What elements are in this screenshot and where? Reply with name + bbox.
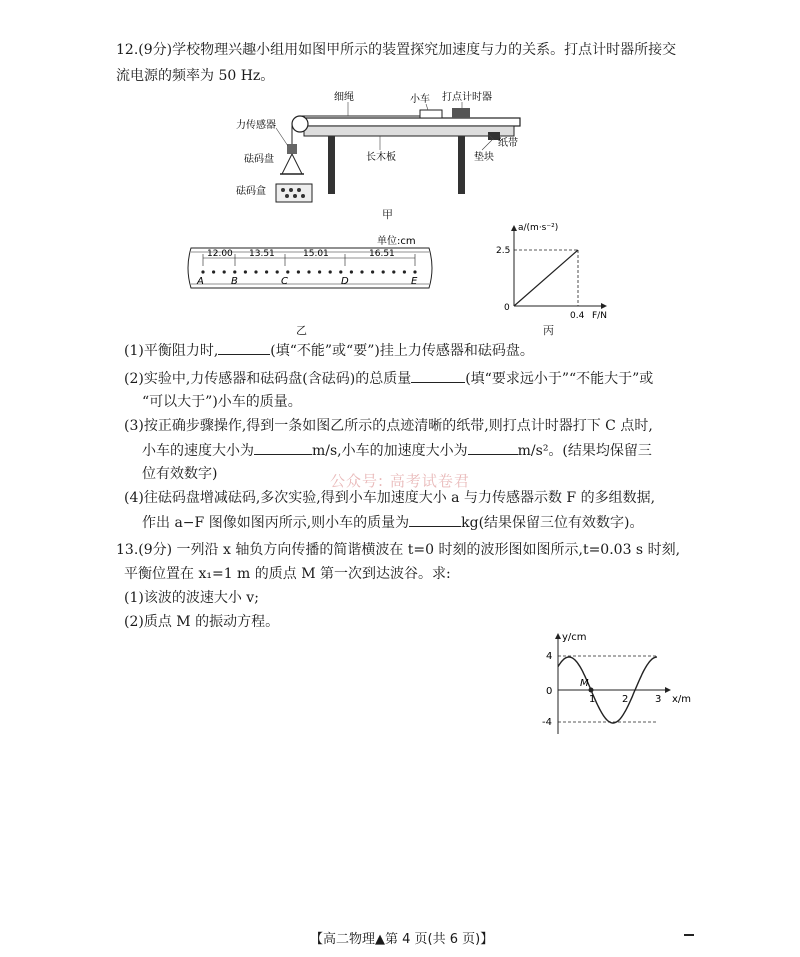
- wave-x-tick-3: 3: [655, 694, 662, 705]
- wave-y-tick-bottom: -4: [542, 717, 552, 728]
- tape-dot: [318, 270, 321, 273]
- point-D: D: [341, 276, 349, 287]
- q12-sub2a: (2)实验中,力传感器和砝码盘(含砝码)的总质量 (填“要求远小于”“不能大于”或: [124, 368, 653, 389]
- point-B: B: [231, 276, 238, 287]
- tape-dot: [339, 270, 342, 273]
- a-axis-label: a/(m·s⁻²): [518, 223, 559, 233]
- wave-x-label: x/m: [672, 694, 692, 705]
- label-timer: 打点计时器: [442, 92, 492, 103]
- wave-y-label: y/cm: [562, 632, 587, 643]
- wave-point-M: M: [580, 678, 589, 689]
- F-axis-label: F/N: [592, 311, 607, 321]
- tape-dot: [382, 270, 385, 273]
- apparatus-figure: [230, 88, 530, 218]
- wave-graph: [530, 628, 710, 740]
- point-E: E: [411, 276, 418, 287]
- tape-dot: [413, 270, 416, 273]
- answer-blank-3[interactable]: [254, 440, 312, 455]
- corner-mark: [684, 934, 694, 936]
- point-C: C: [281, 276, 288, 287]
- q12-line1: 12.(9分)学校物理兴趣小组用如图甲所示的装置探究加速度与力的关系。打点计时器所接交: [116, 42, 677, 58]
- a-tick: 2.5: [496, 246, 511, 256]
- tape-dot: [392, 270, 395, 273]
- tape-dot: [265, 270, 268, 273]
- segment-4: 16.51: [369, 249, 395, 259]
- q12-sub4a: (4)往砝码盘增减砝码,多次实验,得到小车加速度大小 a 与力传感器示数 F 的多组数据,: [124, 490, 656, 506]
- caption-jia: 甲: [382, 208, 393, 221]
- label-board: 长木板: [366, 152, 396, 163]
- tape-dot: [223, 270, 226, 273]
- answer-blank-5[interactable]: [409, 512, 461, 527]
- tape-dot: [286, 270, 289, 273]
- wave-y-tick-zero: 0: [546, 686, 553, 697]
- q12-sub4b: 作出 a−F 图像如图丙所示,则小车的质量为 kg(结果保留三位有效数字)。: [142, 512, 644, 533]
- label-paper-tape: 纸带: [498, 138, 518, 149]
- tape-dot: [360, 270, 363, 273]
- origin-label: 0: [504, 303, 510, 313]
- page-footer: 【高二物理▲第 4 页(共 6 页)】: [310, 932, 494, 947]
- wave-x-tick-2: 2: [622, 694, 629, 705]
- label-pan: 砝码盘: [244, 154, 274, 165]
- caption-bing: 丙: [543, 324, 554, 337]
- tape-dot: [297, 270, 300, 273]
- tape-dot: [350, 270, 353, 273]
- tape-dot: [329, 270, 332, 273]
- q12-sub2b: “可以大于”)小车的质量。: [142, 394, 302, 410]
- segment-3: 15.01: [303, 249, 329, 259]
- tape-dot: [201, 270, 204, 273]
- q12-sub1: (1)平衡阻力时, (填“不能”或“要”)挂上力传感器和砝码盘。: [124, 340, 534, 361]
- q12-line2: 流电源的频率为 50 Hz。: [116, 68, 275, 84]
- q13-line1: 13.(9分) 一列沿 x 轴负方向传播的简谐横波在 t=0 时刻的波形图如图所示,t=0.03 s 时刻,: [116, 542, 681, 558]
- q13-sub1: (1)该波的波速大小 v;: [124, 590, 259, 606]
- answer-blank-4[interactable]: [468, 440, 518, 455]
- F-tick: 0.4: [570, 311, 585, 321]
- q13-sub2: (2)质点 M 的振动方程。: [124, 614, 280, 630]
- tape-dot: [371, 270, 374, 273]
- q13-line2: 平衡位置在 x₁=1 m 的质点 M 第一次到达波谷。求:: [124, 566, 451, 582]
- segment-2: 13.51: [249, 249, 275, 259]
- label-cart: 小车: [410, 94, 430, 105]
- q12-sub3c: 位有效数字): [142, 466, 218, 482]
- paper-tape-figure: [185, 232, 435, 296]
- tape-dot: [233, 270, 236, 273]
- point-A: A: [197, 276, 204, 287]
- tape-unit: 单位:cm: [377, 236, 416, 247]
- q12-sub3b: 小车的速度大小为 m/s,小车的加速度大小为 m/s²。(结果均保留三: [142, 440, 652, 461]
- watermark: 公众号: 高考试卷君: [330, 472, 470, 490]
- tape-dot: [212, 270, 215, 273]
- wave-x-tick-1: 1: [589, 694, 596, 705]
- segment-1: 12.00: [207, 249, 233, 259]
- answer-blank-1[interactable]: [218, 340, 270, 355]
- tape-dot: [244, 270, 247, 273]
- q12-sub3a: (3)按正确步骤操作,得到一条如图乙所示的点迹清晰的纸带,则打点计时器打下 C 点时,: [124, 418, 653, 434]
- answer-blank-2[interactable]: [411, 368, 465, 383]
- tape-dot: [276, 270, 279, 273]
- label-pad: 垫块: [474, 152, 494, 163]
- a-F-graph: [488, 218, 628, 324]
- tape-dot: [254, 270, 257, 273]
- caption-yi: 乙: [296, 324, 307, 337]
- wave-y-tick-top: 4: [546, 651, 553, 662]
- label-string: 细绳: [334, 92, 354, 103]
- tape-dot: [403, 270, 406, 273]
- label-box: 砝码盒: [236, 186, 266, 197]
- tape-dot: [307, 270, 310, 273]
- label-force-sensor: 力传感器: [236, 120, 276, 131]
